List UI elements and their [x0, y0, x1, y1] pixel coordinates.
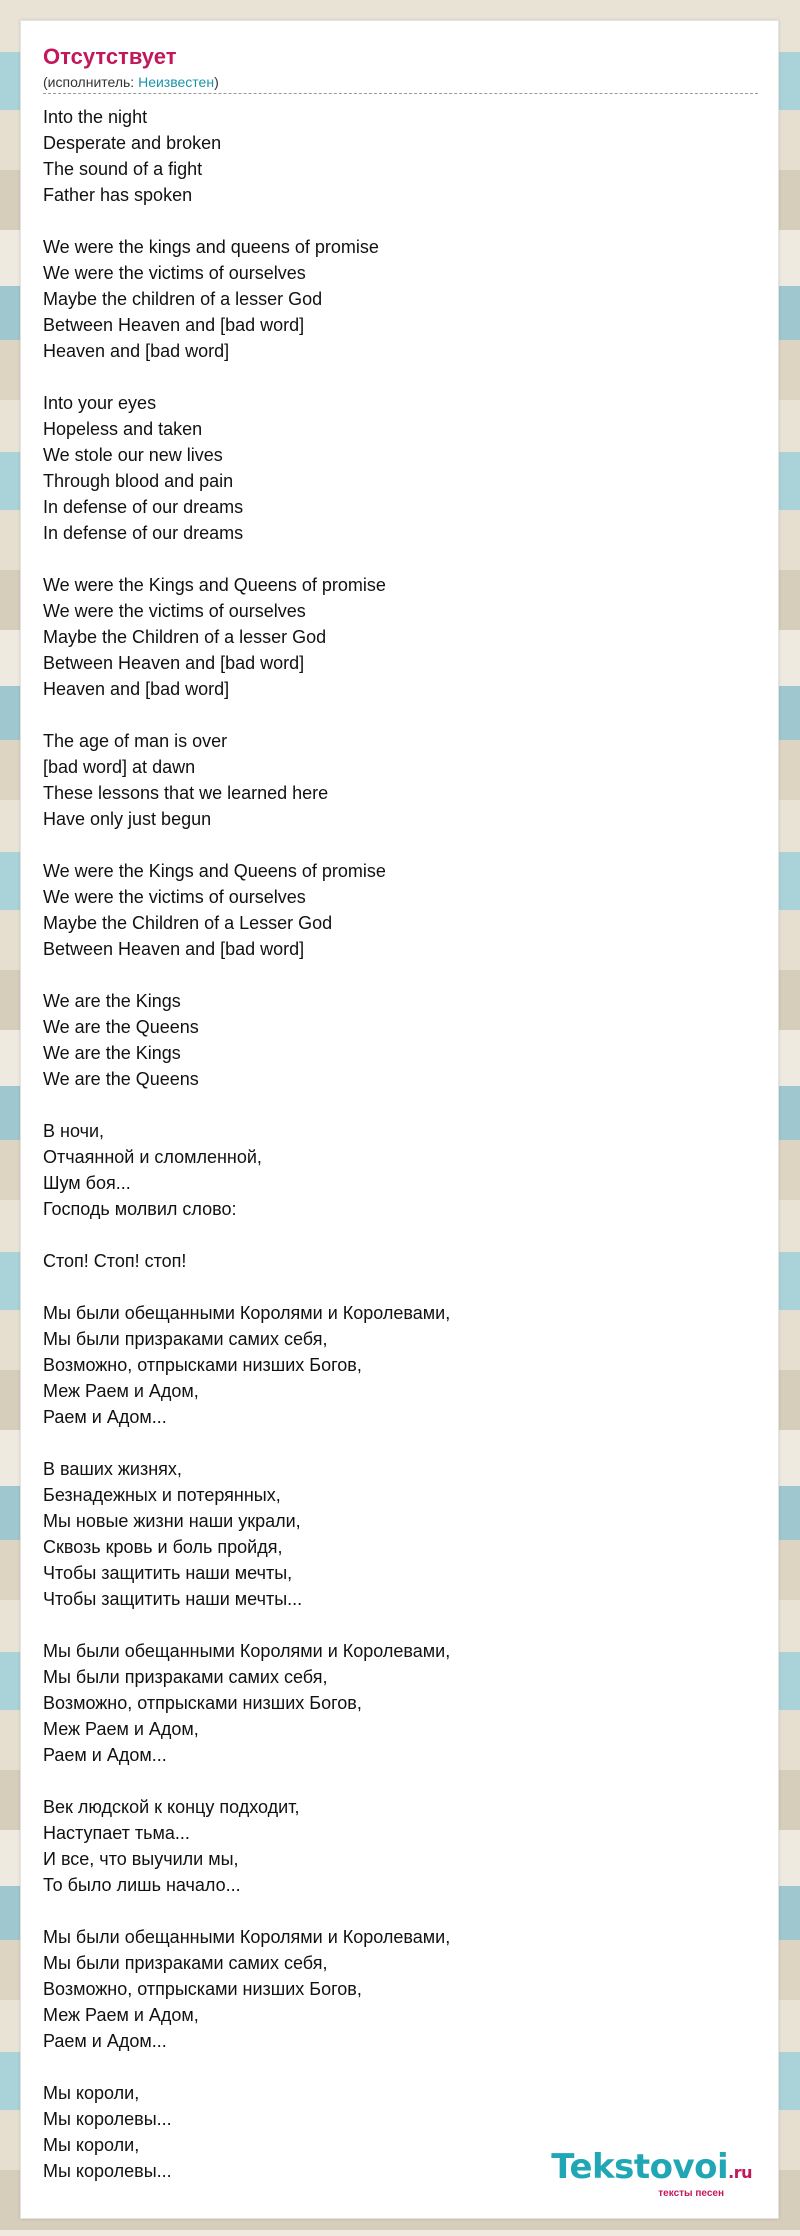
- lyric-line: Through blood and pain: [43, 471, 234, 491]
- lyric-line: Hopeless and taken: [43, 419, 203, 439]
- lyric-line: Сквозь кровь и боль пройдя,: [43, 1537, 283, 1557]
- stanza-break: [43, 1898, 758, 1924]
- lyric-line: We were the victims of ourselves: [43, 263, 306, 283]
- lyric-line: Heaven and [bad word]: [43, 679, 230, 699]
- lyric-line: Мы королевы...: [43, 2109, 172, 2129]
- lyric-line: Раем и Адом...: [43, 2031, 167, 2051]
- lyric-line: Меж Раем и Адом,: [43, 2005, 199, 2025]
- lyric-line: И все, что выучили мы,: [43, 1849, 239, 1869]
- lyric-line: Чтобы защитить наши мечты...: [43, 1589, 303, 1609]
- lyric-line: Меж Раем и Адом,: [43, 1719, 199, 1739]
- lyric-line: In defense of our dreams: [43, 497, 244, 517]
- lyric-line: Шум боя...: [43, 1173, 131, 1193]
- lyric-line: Maybe the Children of a Lesser God: [43, 913, 333, 933]
- lyric-line: We were the Kings and Queens of promise: [43, 575, 386, 595]
- lyric-line: Возможно, отпрысками низших Богов,: [43, 1693, 362, 1713]
- lyric-line: Мы были призраками самих себя,: [43, 1329, 328, 1349]
- lyric-line: Desperate and broken: [43, 133, 222, 153]
- lyric-line: Мы были призраками самих себя,: [43, 1667, 328, 1687]
- lyric-line: Раем и Адом...: [43, 1407, 167, 1427]
- logo-tagline: тексты песен: [658, 2188, 724, 2199]
- site-logo[interactable]: [551, 2147, 752, 2200]
- lyric-line: Мы новые жизни наши украли,: [43, 1511, 301, 1531]
- stanza-break: [43, 702, 758, 728]
- lyric-line: We were the kings and queens of promise: [43, 237, 379, 257]
- lyric-line: We are the Kings: [43, 1043, 181, 1063]
- lyric-line: Безнадежных и потерянных,: [43, 1485, 281, 1505]
- artist-suffix: ): [214, 74, 219, 90]
- song-title: Отсутствует: [43, 44, 177, 69]
- lyric-line: The age of man is over: [43, 731, 228, 751]
- lyric-line: Мы были призраками самих себя,: [43, 1953, 328, 1973]
- stanza-break: [43, 2054, 758, 2080]
- lyric-line: Чтобы защитить наши мечты,: [43, 1563, 293, 1583]
- lyric-line: We were the victims of ourselves: [43, 601, 306, 621]
- lyric-line: Возможно, отпрысками низших Богов,: [43, 1355, 362, 1375]
- stanza-break: [43, 962, 758, 988]
- stanza-break: [43, 208, 758, 234]
- lyric-line: Into your eyes: [43, 393, 157, 413]
- lyric-line: Maybe the Children of a lesser God: [43, 627, 327, 647]
- lyric-line: Мы королевы...: [43, 2161, 172, 2181]
- lyric-line: В ночи,: [43, 1121, 104, 1141]
- stanza-break: [43, 1768, 758, 1794]
- lyric-line: Меж Раем и Адом,: [43, 1381, 199, 1401]
- artist-link[interactable]: Неизвестен: [138, 74, 215, 90]
- lyric-line: Heaven and [bad word]: [43, 341, 230, 361]
- lyric-line: Наступает тьма...: [43, 1823, 190, 1843]
- lyric-line: Раем и Адом...: [43, 1745, 167, 1765]
- lyric-line: Maybe the children of a lesser God: [43, 289, 323, 309]
- lyric-line: Have only just begun: [43, 809, 212, 829]
- lyric-line: Мы были обещанными Королями и Королевами,: [43, 1303, 451, 1323]
- artist-line: [43, 73, 758, 94]
- stanza-break: [43, 1430, 758, 1456]
- logo-tld: .ru: [728, 2163, 752, 2182]
- lyric-line: We are the Queens: [43, 1017, 199, 1037]
- lyric-line: We are the Queens: [43, 1069, 199, 1089]
- lyric-line: The sound of a fight: [43, 159, 203, 179]
- lyric-line: То было лишь начало...: [43, 1875, 241, 1895]
- stanza-break: [43, 1274, 758, 1300]
- lyrics-card: [20, 20, 779, 2219]
- lyric-line: In defense of our dreams: [43, 523, 244, 543]
- stanza-break: [43, 546, 758, 572]
- lyric-line: Мы короли,: [43, 2135, 140, 2155]
- stanza-break: [43, 1612, 758, 1638]
- lyrics-text: [43, 104, 758, 2184]
- lyric-line: Господь молвил слово:: [43, 1199, 237, 1219]
- lyric-line: В ваших жизнях,: [43, 1459, 182, 1479]
- lyric-line: We are the Kings: [43, 991, 181, 1011]
- stanza-break: [43, 364, 758, 390]
- lyric-line: Мы были обещанными Королями и Королевами,: [43, 1927, 451, 1947]
- artist-prefix: (исполнитель:: [43, 74, 139, 90]
- lyric-line: Father has spoken: [43, 185, 193, 205]
- lyric-line: Стоп! Стоп! стоп!: [43, 1251, 187, 1271]
- lyric-line: Возможно, отпрысками низших Богов,: [43, 1979, 362, 1999]
- lyric-line: We were the victims of ourselves: [43, 887, 306, 907]
- lyric-line: Мы короли,: [43, 2083, 140, 2103]
- lyric-line: We stole our new lives: [43, 445, 223, 465]
- stanza-break: [43, 832, 758, 858]
- lyric-line: Between Heaven and [bad word]: [43, 939, 305, 959]
- logo-name: Tekstovoi: [551, 2147, 729, 2187]
- lyric-line: We were the Kings and Queens of promise: [43, 861, 386, 881]
- lyric-line: These lessons that we learned here: [43, 783, 329, 803]
- lyric-line: Into the night: [43, 107, 148, 127]
- lyric-line: Between Heaven and [bad word]: [43, 315, 305, 335]
- stanza-break: [43, 1092, 758, 1118]
- lyric-line: Мы были обещанными Королями и Королевами,: [43, 1641, 451, 1661]
- lyric-line: Отчаянной и сломленной,: [43, 1147, 262, 1167]
- lyric-line: [bad word] at dawn: [43, 757, 196, 777]
- lyric-line: Between Heaven and [bad word]: [43, 653, 305, 673]
- stanza-break: [43, 1222, 758, 1248]
- lyric-line: Век людской к концу подходит,: [43, 1797, 300, 1817]
